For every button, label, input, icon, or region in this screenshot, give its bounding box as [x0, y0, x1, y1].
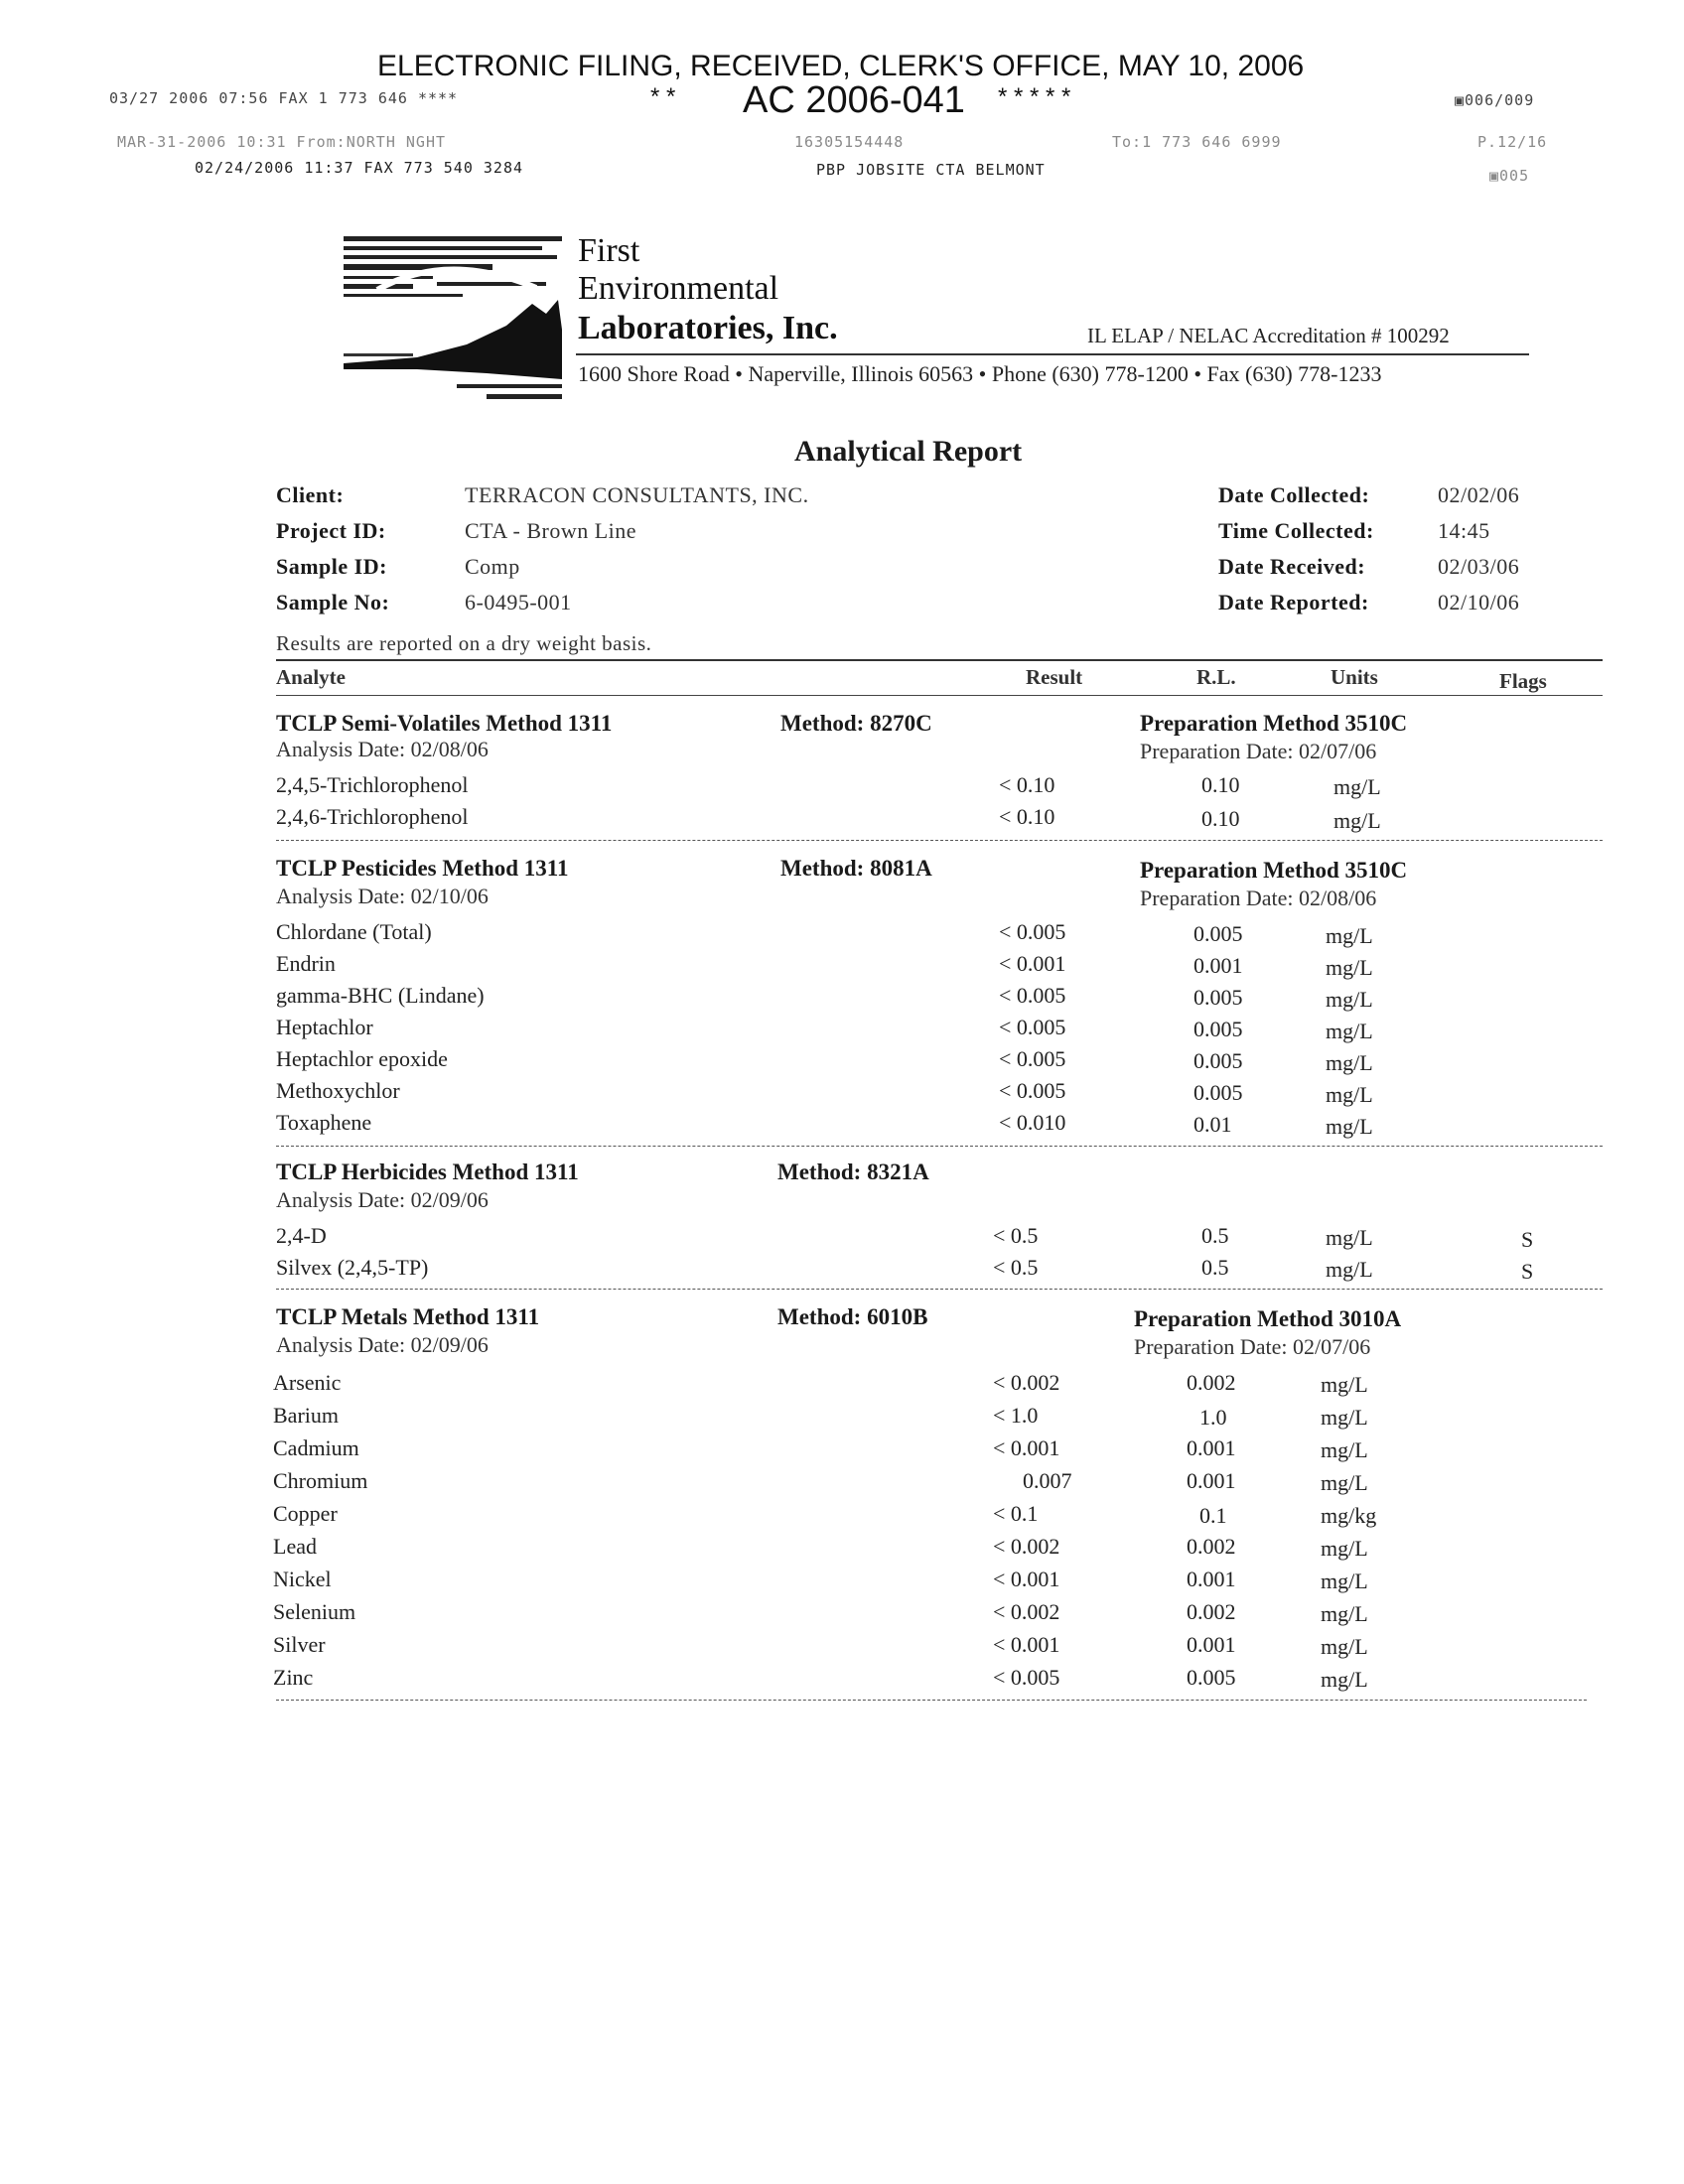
- analyte-name: 2,4,5-Trichlorophenol: [276, 772, 469, 797]
- result-value: < 0.5: [993, 1255, 1039, 1280]
- fax-stars-left: * *: [650, 83, 676, 110]
- section-prep-date: Preparation Date: 02/07/06: [1140, 739, 1377, 763]
- analyte-name: Nickel: [273, 1567, 332, 1591]
- units-value: mg/L: [1321, 1470, 1368, 1495]
- units-value: mg/L: [1321, 1601, 1368, 1626]
- analyte-name: Heptachlor epoxide: [276, 1046, 448, 1071]
- analyte-name: Chromium: [273, 1468, 368, 1493]
- sample-no-label: Sample No:: [276, 590, 390, 614]
- rl-value: 0.1: [1199, 1503, 1227, 1528]
- units-value: mg/L: [1326, 1257, 1373, 1282]
- project-id-label: Project ID:: [276, 518, 386, 543]
- rl-value: 0.005: [1187, 1665, 1236, 1690]
- section-prep-method: Preparation Method 3510C: [1140, 858, 1408, 883]
- result-value: < 0.1: [993, 1501, 1039, 1526]
- date-received-label: Date Received:: [1218, 554, 1366, 579]
- result-value: < 0.002: [993, 1599, 1060, 1624]
- result-value: < 0.10: [999, 772, 1055, 797]
- rl-value: 1.0: [1199, 1405, 1227, 1430]
- lab-name-line-3: Laboratories, Inc.: [578, 310, 838, 346]
- rl-value: 0.005: [1193, 985, 1243, 1010]
- client-value: TERRACON CONSULTANTS, INC.: [465, 482, 809, 507]
- result-value: 0.007: [1023, 1468, 1072, 1493]
- rl-value: 0.10: [1201, 772, 1240, 797]
- analyte-name: Cadmium: [273, 1435, 359, 1460]
- rl-value: 0.005: [1193, 1080, 1243, 1105]
- sample-no-value: 6-0495-001: [465, 590, 572, 614]
- units-value: mg/L: [1321, 1536, 1368, 1561]
- units-value: mg/L: [1321, 1372, 1368, 1397]
- analyte-name: 2,4,6-Trichlorophenol: [276, 804, 469, 829]
- rl-value: 0.5: [1201, 1255, 1229, 1280]
- rl-value: 0.002: [1187, 1534, 1236, 1559]
- units-value: mg/kg: [1321, 1503, 1377, 1528]
- section-analysis-date: Analysis Date: 02/09/06: [276, 1332, 489, 1357]
- result-value: < 0.5: [993, 1223, 1039, 1248]
- rl-value: 0.001: [1187, 1632, 1236, 1657]
- fax-line-2-right: To:1 773 646 6999: [1112, 133, 1282, 151]
- section-title: TCLP Pesticides Method 1311: [276, 856, 569, 881]
- section-method: Method: 8270C: [780, 711, 932, 736]
- analyte-name: Selenium: [273, 1599, 356, 1624]
- result-value: < 0.005: [999, 1046, 1066, 1071]
- section-method: Method: 8321A: [777, 1160, 929, 1184]
- table-bottom-rule: [276, 1700, 1587, 1701]
- table-header-rule: [276, 695, 1603, 696]
- result-value: < 0.005: [993, 1665, 1060, 1690]
- flag-value: S: [1521, 1227, 1534, 1252]
- analyte-name: Chlordane (Total): [276, 919, 432, 944]
- section-method: Method: 8081A: [780, 856, 932, 881]
- analyte-name: Lead: [273, 1534, 317, 1559]
- accreditation: IL ELAP / NELAC Accreditation # 100292: [1087, 324, 1450, 347]
- units-value: mg/L: [1321, 1634, 1368, 1659]
- date-collected-value: 02/02/06: [1438, 482, 1520, 507]
- result-value: < 0.010: [999, 1110, 1066, 1135]
- analyte-name: Heptachlor: [276, 1015, 373, 1039]
- section-title: TCLP Metals Method 1311: [276, 1304, 540, 1329]
- time-collected-value: 14:45: [1438, 518, 1490, 543]
- date-collected-label: Date Collected:: [1218, 482, 1370, 507]
- analyte-name: Toxaphene: [276, 1110, 372, 1135]
- section-prep-date: Preparation Date: 02/08/06: [1140, 886, 1377, 910]
- analyte-name: Silver: [273, 1632, 326, 1657]
- case-number: AC 2006-041: [743, 79, 965, 121]
- letterhead-rule: [576, 353, 1529, 355]
- rl-value: 0.005: [1193, 1048, 1243, 1073]
- sample-id-value: Comp: [465, 554, 520, 579]
- fax-line-2-mid: 16305154448: [794, 133, 905, 151]
- rl-value: 0.002: [1187, 1599, 1236, 1624]
- result-value: < 0.001: [993, 1632, 1060, 1657]
- lab-logo-icon: [338, 230, 568, 405]
- analyte-name: Endrin: [276, 951, 336, 976]
- units-value: mg/L: [1326, 923, 1373, 948]
- column-header-flags: Flags: [1499, 669, 1547, 693]
- result-value: < 0.10: [999, 804, 1055, 829]
- result-value: < 0.005: [999, 1078, 1066, 1103]
- units-value: mg/L: [1326, 955, 1373, 980]
- units-value: mg/L: [1333, 808, 1381, 833]
- analyte-name: Methoxychlor: [276, 1078, 400, 1103]
- rl-value: 0.001: [1193, 953, 1243, 978]
- result-value: < 0.001: [993, 1435, 1060, 1460]
- rl-value: 0.005: [1193, 921, 1243, 946]
- analyte-name: Arsenic: [273, 1370, 342, 1395]
- report-title: Analytical Report: [794, 435, 1023, 468]
- section-divider: [276, 1146, 1603, 1147]
- fax-line-2-left: MAR-31-2006 10:31 From:NORTH NGHT: [117, 133, 447, 151]
- lab-address: 1600 Shore Road • Naperville, Illinois 60563 • Phone (630) 778-1200 • Fax (630) 778-1233: [578, 361, 1382, 386]
- rl-value: 0.5: [1201, 1223, 1229, 1248]
- units-value: mg/L: [1326, 1050, 1373, 1075]
- result-value: < 0.002: [993, 1370, 1060, 1395]
- units-value: mg/L: [1326, 1019, 1373, 1043]
- analyte-name: 2,4-D: [276, 1223, 327, 1248]
- column-header-analyte: Analyte: [276, 665, 346, 689]
- flag-value: S: [1521, 1259, 1534, 1284]
- fax-line-1: 03/27 2006 07:56 FAX 1 773 646 ****: [109, 89, 459, 107]
- units-value: mg/L: [1326, 1225, 1373, 1250]
- analyte-name: Barium: [273, 1403, 339, 1428]
- analyte-name: Copper: [273, 1501, 338, 1526]
- units-value: mg/L: [1326, 1114, 1373, 1139]
- rl-value: 0.01: [1193, 1112, 1232, 1137]
- fax-page-1: ▣006/009: [1455, 91, 1535, 109]
- result-value: < 0.005: [999, 983, 1066, 1008]
- section-title: TCLP Herbicides Method 1311: [276, 1160, 579, 1184]
- fax-line-3-left: 02/24/2006 11:37 FAX 773 540 3284: [195, 159, 524, 177]
- filing-stamp: ELECTRONIC FILING, RECEIVED, CLERK'S OFFICE, MAY 10, 2006: [377, 50, 1305, 82]
- lab-name-line-1: First: [578, 232, 640, 269]
- fax-page-2: P.12/16: [1477, 133, 1548, 151]
- units-value: mg/L: [1321, 1569, 1368, 1593]
- rl-value: 0.001: [1187, 1567, 1236, 1591]
- table-top-rule: [276, 659, 1603, 661]
- units-value: mg/L: [1333, 774, 1381, 799]
- analyte-name: Silvex (2,4,5-TP): [276, 1255, 429, 1280]
- column-header-result: Result: [1026, 665, 1083, 689]
- client-label: Client:: [276, 482, 345, 507]
- lab-name-line-2: Environmental: [578, 270, 779, 307]
- column-header-rl: R.L.: [1196, 665, 1236, 689]
- analyte-name: Zinc: [273, 1665, 314, 1690]
- rl-value: 0.001: [1187, 1468, 1236, 1493]
- result-value: < 0.001: [993, 1567, 1060, 1591]
- fax-stars-right: * * * * *: [998, 83, 1071, 110]
- result-value: < 0.005: [999, 919, 1066, 944]
- time-collected-label: Time Collected:: [1218, 518, 1374, 543]
- date-received-value: 02/03/06: [1438, 554, 1520, 579]
- units-value: mg/L: [1326, 987, 1373, 1012]
- section-divider: [276, 1289, 1603, 1290]
- units-value: mg/L: [1321, 1437, 1368, 1462]
- rl-value: 0.001: [1187, 1435, 1236, 1460]
- project-id-value: CTA - Brown Line: [465, 518, 637, 543]
- basis-note: Results are reported on a dry weight basis.: [276, 631, 652, 655]
- section-prep-method: Preparation Method 3510C: [1140, 711, 1408, 736]
- section-analysis-date: Analysis Date: 02/08/06: [276, 737, 489, 761]
- units-value: mg/L: [1326, 1082, 1373, 1107]
- result-value: < 0.002: [993, 1534, 1060, 1559]
- date-reported-value: 02/10/06: [1438, 590, 1520, 614]
- section-prep-method: Preparation Method 3010A: [1134, 1306, 1402, 1331]
- section-title: TCLP Semi-Volatiles Method 1311: [276, 711, 613, 736]
- section-analysis-date: Analysis Date: 02/09/06: [276, 1187, 489, 1212]
- section-divider: [276, 840, 1603, 841]
- section-prep-date: Preparation Date: 02/07/06: [1134, 1334, 1371, 1359]
- fax-line-3-mid: PBP JOBSITE CTA BELMONT: [816, 161, 1046, 179]
- column-header-units: Units: [1331, 665, 1378, 689]
- date-reported-label: Date Reported:: [1218, 590, 1369, 614]
- result-value: < 0.005: [999, 1015, 1066, 1039]
- sample-id-label: Sample ID:: [276, 554, 387, 579]
- units-value: mg/L: [1321, 1405, 1368, 1430]
- result-value: < 0.001: [999, 951, 1066, 976]
- rl-value: 0.005: [1193, 1017, 1243, 1041]
- units-value: mg/L: [1321, 1667, 1368, 1692]
- result-value: < 1.0: [993, 1403, 1039, 1428]
- fax-page-3: ▣005: [1489, 167, 1530, 185]
- analyte-name: gamma-BHC (Lindane): [276, 983, 485, 1008]
- rl-value: 0.10: [1201, 806, 1240, 831]
- section-analysis-date: Analysis Date: 02/10/06: [276, 884, 489, 908]
- section-method: Method: 6010B: [777, 1304, 928, 1329]
- rl-value: 0.002: [1187, 1370, 1236, 1395]
